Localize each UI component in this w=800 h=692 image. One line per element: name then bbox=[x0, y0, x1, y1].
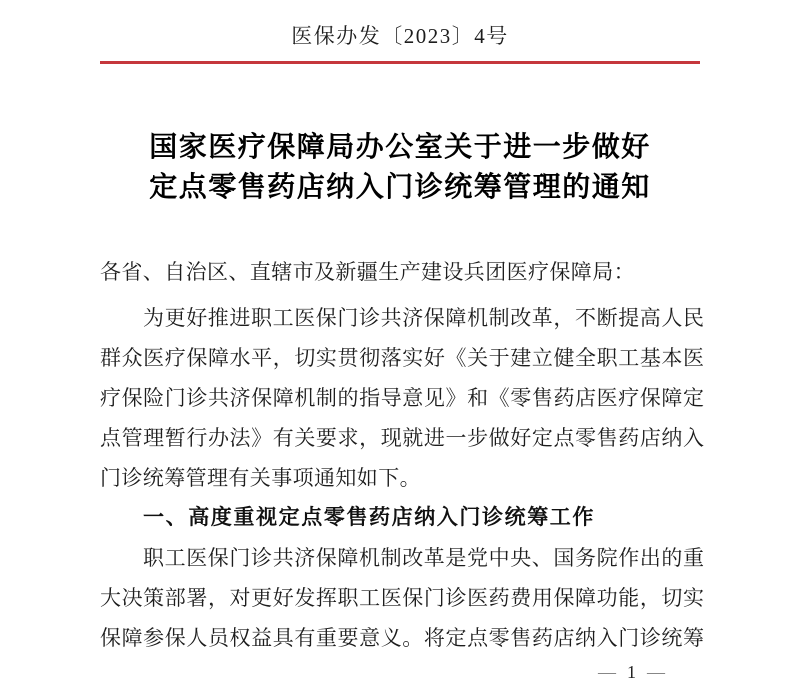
body-line: 保障参保人员权益具有重要意义。将定点零售药店纳入门诊统筹 bbox=[100, 626, 704, 650]
document-body bbox=[100, 252, 704, 658]
body-line: 疗保险门诊共济保障机制的指导意见》和《零售药店医疗保障定 bbox=[100, 386, 704, 410]
body-line: 点管理暂行办法》有关要求，现就进一步做好定点零售药店纳入 bbox=[100, 426, 704, 450]
salutation-line: 各省、自治区、直辖市及新疆生产建设兵团医疗保障局： bbox=[100, 260, 635, 284]
title-line-1: 国家医疗保障局办公室关于进一步做好 bbox=[149, 132, 651, 163]
body-line: 职工医保门诊共济保障机制改革是党中央、国务院作出的重 bbox=[143, 546, 704, 570]
doc-number: 医保办发〔2023〕4号 bbox=[291, 24, 509, 48]
body-line: 门诊统筹管理有关事项通知如下。 bbox=[100, 466, 421, 490]
page-number: 1 bbox=[627, 662, 636, 682]
document-title bbox=[0, 128, 800, 208]
title-line-2: 定点零售药店纳入门诊统筹管理的通知 bbox=[149, 172, 651, 203]
section-heading: 一、高度重视定点零售药店纳入门诊统筹工作 bbox=[143, 506, 595, 529]
page-footer bbox=[598, 662, 665, 683]
footer-left-dash: — bbox=[598, 662, 616, 682]
red-divider-line bbox=[100, 61, 700, 64]
body-line: 为更好推进职工医保门诊共济保障机制改革，不断提高人民 bbox=[143, 306, 704, 330]
body-line: 大决策部署，对更好发挥职工医保门诊医药费用保障功能，切实 bbox=[100, 586, 704, 610]
footer-right-dash: — bbox=[647, 662, 665, 682]
body-line: 群众医疗保障水平，切实贯彻落实好《关于建立健全职工基本医 bbox=[100, 346, 704, 370]
